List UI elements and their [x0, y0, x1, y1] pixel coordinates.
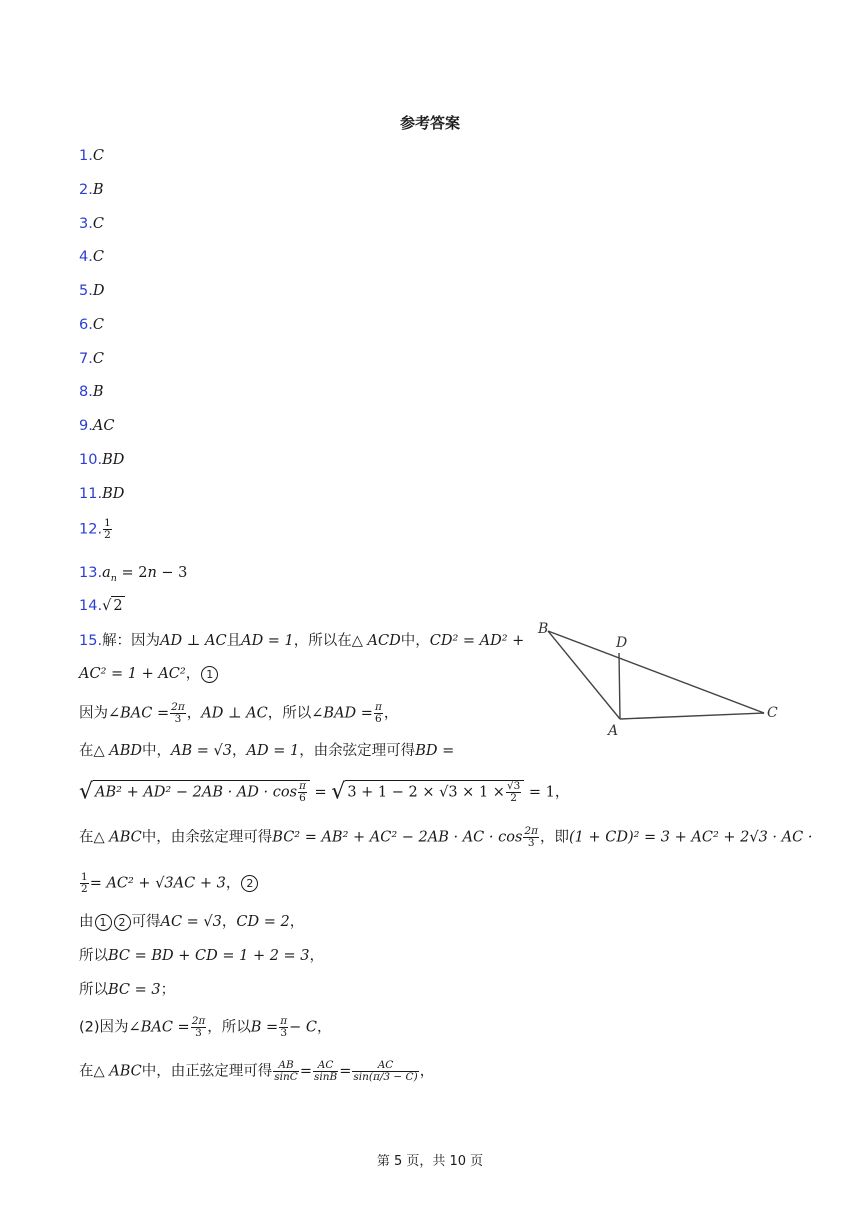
math: (1 + CD)² = 3 + AC² + 2√3 · AC ·	[568, 829, 813, 846]
q15-line-2	[79, 663, 219, 685]
answer-6	[79, 315, 104, 335]
math: CD² = AD² +	[429, 633, 525, 649]
math: AC² = 1 + AC²	[79, 666, 186, 682]
answer-value: $a_n = 2n - 3$	[102, 565, 188, 584]
text: 在	[79, 829, 94, 846]
text: 且	[226, 633, 242, 649]
math: ∠BAC =	[128, 1019, 190, 1036]
q15-line-12	[79, 1060, 434, 1083]
fraction: $\frac{AC}{\sin(\pi/3 - C)}$	[353, 1059, 418, 1083]
math: =	[299, 1063, 312, 1080]
answer-value: C	[92, 317, 104, 333]
answer-number: 1.	[79, 148, 93, 164]
radicand: 3 + 1 − 2 × √3 × 1 × $\frac{√3}{2}$	[345, 780, 524, 804]
answer-value: C	[92, 249, 104, 265]
math: = 1，	[528, 784, 570, 801]
text: 在	[79, 743, 94, 759]
math: BC = 3	[108, 982, 161, 998]
answer-value: B	[92, 384, 104, 400]
text: ，	[419, 1063, 435, 1080]
answer-number: 5.	[79, 283, 93, 299]
text: 可得	[131, 914, 161, 930]
answer-number: 7.	[79, 351, 93, 367]
radical-sign: √	[331, 779, 346, 805]
answer-number: 8.	[79, 384, 93, 400]
answer-value: $\frac{1}{2}$	[104, 517, 111, 541]
math: − C	[289, 1019, 317, 1036]
answer-11	[79, 484, 124, 504]
math: ∠BAD =	[311, 705, 373, 722]
answer-value: C	[92, 351, 104, 367]
q15-line-6	[79, 826, 812, 849]
segment-bc	[548, 631, 764, 713]
answer-4	[79, 247, 104, 267]
answer-5	[79, 281, 104, 301]
answer-number: 15.	[79, 633, 103, 649]
segment-ad	[619, 653, 620, 719]
answer-number: 4.	[79, 249, 93, 265]
math: CD = 2	[236, 914, 290, 930]
circled-number: 2	[114, 914, 131, 931]
q15-line-3	[79, 702, 398, 725]
label-a: A	[608, 723, 619, 739]
text: 中，	[142, 743, 172, 759]
answer-value: C	[92, 148, 104, 164]
circled-number: 1	[95, 914, 112, 931]
q15-line-7	[79, 872, 259, 895]
triangle-diagram	[532, 615, 792, 745]
answer-9	[79, 416, 114, 436]
answer-10	[79, 450, 124, 470]
page-title: 参考答案	[399, 114, 460, 132]
math: BC² = AB² + AC² − 2AB · AC · cos	[272, 829, 523, 846]
fraction: $\frac{\pi}{3}$	[280, 1015, 288, 1039]
text: 所以	[79, 982, 108, 998]
text: ，	[316, 1019, 332, 1036]
answer-value: B	[92, 182, 104, 198]
text: 解：因为	[102, 633, 161, 649]
text: 由	[79, 914, 94, 930]
math: AC = √3	[160, 914, 222, 930]
text: ，即	[539, 829, 569, 846]
fraction: $\frac{AC}{\sin B}$	[313, 1059, 338, 1083]
math: ∠BAC =	[108, 705, 170, 722]
fraction: $\frac{1}{2}$	[81, 871, 88, 895]
text: 因为	[79, 705, 108, 722]
math: AB = √3	[171, 743, 232, 759]
label-c: C	[767, 705, 778, 721]
text: ，	[383, 705, 399, 722]
math: =	[314, 784, 327, 801]
q15-line-9	[79, 945, 324, 967]
math: BC = BD + CD = 1 + 2 = 3	[108, 948, 310, 964]
math: BD =	[415, 743, 455, 759]
answer-value: D	[92, 283, 105, 299]
answer-13	[79, 563, 187, 589]
answer-value: BD	[102, 452, 125, 468]
q15-line-5	[79, 780, 569, 804]
radical-sign: √	[79, 779, 94, 805]
text: ，	[231, 743, 247, 759]
fraction: $\frac{2\pi}{3}$	[171, 701, 185, 725]
q15-line-10	[79, 979, 175, 1001]
math: AD ⊥ AC	[160, 633, 227, 649]
math: = AC² + √3AC + 3	[89, 875, 226, 892]
segment-ac	[620, 713, 764, 719]
math: △ ABD	[93, 743, 143, 759]
text: ，由余弦定理可得	[299, 743, 416, 759]
answer-number: 2.	[79, 182, 93, 198]
answer-value: BD	[102, 486, 125, 502]
text: ，	[225, 875, 241, 892]
answer-3	[79, 214, 104, 234]
answer-7	[79, 349, 104, 369]
text: ，	[185, 666, 201, 682]
math: B =	[250, 1019, 279, 1036]
q15-line-1	[79, 630, 524, 652]
answer-number: 10.	[79, 452, 103, 468]
math: △ ABC	[93, 829, 142, 846]
text: ，所以	[267, 705, 312, 722]
circled-number: 2	[241, 875, 258, 892]
answer-number: 9.	[79, 418, 93, 434]
math: AD = 1	[246, 743, 300, 759]
answer-2	[79, 180, 104, 200]
math: =	[339, 1063, 352, 1080]
fraction: $\frac{2\pi}{3}$	[191, 1015, 206, 1039]
answer-12	[79, 518, 113, 541]
text: 所以	[79, 948, 108, 964]
text: ，	[309, 948, 325, 964]
text: ，所以	[207, 1019, 251, 1036]
answer-number: 3.	[79, 216, 93, 232]
answer-14	[79, 596, 125, 616]
math: AD = 1	[241, 633, 294, 649]
answer-number: 6.	[79, 317, 93, 333]
answer-number: 11.	[79, 486, 103, 502]
math: AD ⊥ AC	[201, 705, 268, 722]
label-d: D	[616, 635, 628, 651]
text: ，	[221, 914, 237, 930]
text: 中，由余弦定理可得	[141, 829, 273, 846]
math: △ ABC	[93, 1063, 142, 1080]
page-footer: 第 5 页，共 10 页	[376, 1154, 484, 1169]
text: ；	[160, 982, 176, 998]
math: △ ACD	[351, 633, 401, 649]
text: ，	[186, 705, 202, 722]
answer-value: √ 2	[102, 598, 123, 614]
fraction: $\frac{2\pi}{3}$	[524, 825, 538, 849]
answer-value: C	[92, 216, 104, 232]
q15-line-4	[79, 740, 454, 762]
fraction: $\frac{AB}{\sin C}$	[274, 1059, 298, 1083]
answer-number: 12.	[79, 521, 103, 538]
text: ，所以在	[293, 633, 352, 649]
answer-1	[79, 146, 104, 166]
radicand: AB² + AD² − 2AB · AD · cos $\frac{\pi}{6}$	[93, 780, 310, 804]
circled-number: 1	[201, 666, 218, 683]
text: (2)因为	[79, 1019, 129, 1036]
fraction: $\frac{\pi}{6}$	[374, 701, 382, 725]
q15-line-11	[79, 1016, 331, 1039]
q15-line-8	[79, 911, 304, 933]
label-b: B	[538, 621, 549, 637]
text: 中，	[400, 633, 430, 649]
answer-value: AC	[92, 418, 115, 434]
text: 在	[79, 1063, 94, 1080]
answer-number: 14.	[79, 598, 103, 614]
text: ，	[289, 914, 305, 930]
answer-8	[79, 382, 104, 402]
answer-number: 13.	[79, 565, 103, 581]
text: 中，由正弦定理可得	[141, 1063, 273, 1080]
